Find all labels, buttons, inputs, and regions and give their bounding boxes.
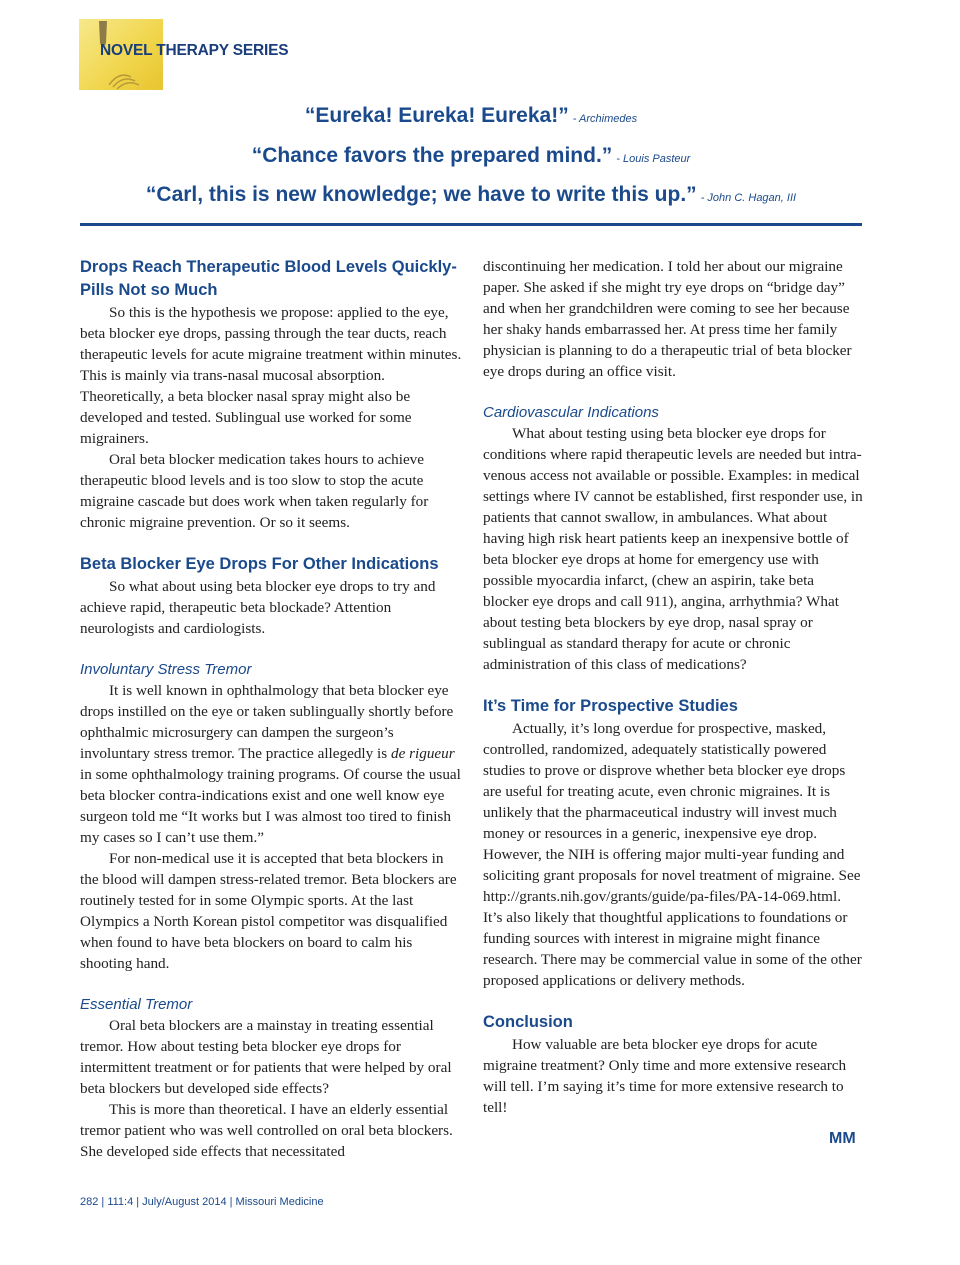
paragraph: So this is the hypothesis we propose: applied to the eye, beta blocker eye drops, passing through the tear ducts, reach therapeutic levels for acute migraine treatment within minutes. This is mainly via trans-nasal mucosal absorption. Theoretically, a beta blocker nasal spray might also be developed and tested. Sublingual use worked for some migrainers. [80,304,462,447]
paragraph: Oral beta blocker medication takes hours to achieve therapeutic blood levels and is too slow to stop the acute migraine cascade but does work when taken regularly for chronic migraine prevention. Or so it seems. [80,451,429,531]
quote-text: “Eureka! Eureka! Eureka!” [304,104,569,127]
paragraph: Actually, it’s long overdue for prospective, masked, controlled, randomized, adequately statistically powered studies to prove or disprove whether beta blocker eye drops are useful for treating acute, even chronic migraines. It is unlikely that the pharmaceutical industry will invest much money or resources in a generic, inexpensive eye drop. However, the NIH is offering major multi-year funding and soliciting grant proposals for novel treatment of migraine. See http://grants.nih.gov/grants/guide/pa-files/PA-14-069.html. It’s also likely that thoughtful applications to foundations or funding sources with interest in migraine might finance research. There may be commercial value in some of the other proposed applications or delivery methods. [483,720,862,989]
heading-conclusion: Conclusion [483,1013,573,1031]
right-column [483,256,863,1118]
quote-archimedes [80,100,862,140]
series-title: NOVEL THERAPY SERIES [100,42,289,59]
quote-pasteur [80,140,862,180]
paragraph: So what about using beta blocker eye drops to try and achieve rapid, therapeutic beta blockade? Attention neurologists and cardiologists. [80,578,436,637]
italic-term: de rigueur [390,745,455,762]
heading-beta-blocker: Beta Blocker Eye Drops For Other Indications [80,555,439,573]
text-run: in some ophthalmology training programs. Of course the usual beta blocker contra-indications exist and one well know eye surgeon told me “It works but I was almost too tired to finish my cases so I can’t use them.” [80,766,461,846]
end-mark: MM [829,1130,856,1147]
paragraph: discontinuing her medication. I told her about our migraine paper. She asked if she might try eye drops on “bridge day” and when her grandchildren were coming to see her because her shaky hands embarrassed her. At press time her family physician is planning to do a therapeutic trial of beta blocker eye drops during an office visit. [483,258,852,380]
quote-attribution: - John C. Hagan, III [700,192,797,204]
page-footer: 282 | 111:4 | July/August 2014 | Missouri Medicine [80,1196,324,1208]
header-divider [80,223,862,226]
paragraph: What about testing using beta blocker eye drops for conditions where rapid therapeutic levels are needed but intra-venous access not available or possible. Examples: in medical settings where IV cannot be established, first responder use, in patients that cannot swallow, in ambulances. What about having high risk heart patients keep an inexpensive bottle of beta blocker eye drops at home for emergency use with possible myocardia infarct, (chew an aspirin, take beta blocker eye drops and call 911), angina, arrhythmia? What about testing beta blockers by eye drop, nasal spray or sublingual as standard therapy for acute or chronic administration of this class of medications? [483,425,863,673]
paragraph [80,680,462,848]
paragraph: How valuable are beta blocker eye drops for acute migraine treatment? Only time and more extensive research will tell. I’m saying it’s time for more extensive research to tell! [483,1036,847,1116]
left-column [80,256,462,1162]
heading-involuntary-tremor: Involuntary Stress Tremor [80,661,252,678]
epigraph-quotes [80,100,862,219]
paragraph: This is more than theoretical. I have an elderly essential tremor patient who was well controlled on oral beta blockers. She developed side effects that necessitated [80,1101,453,1160]
quote-text: “Chance favors the prepared mind.” [251,143,613,167]
quote-attribution: - Louis Pasteur [616,152,691,165]
heading-drops: Drops Reach Therapeutic Blood Levels Quickly-Pills Not so Much [80,258,457,299]
heading-prospective-studies: It’s Time for Prospective Studies [483,697,738,715]
paragraph: Oral beta blockers are a mainstay in treating essential tremor. How about testing beta blocker eye drops for intermittent treatment or for patients that were helped by oral beta blockers but developed side effects? [80,1017,452,1097]
heading-cardiovascular: Cardiovascular Indications [483,404,659,421]
quote-text: “Carl, this is new knowledge; we have to write this up.” [145,183,697,206]
quote-hagan [80,179,862,219]
heading-essential-tremor: Essential Tremor [80,996,193,1013]
paragraph: For non-medical use it is accepted that beta blockers in the blood will dampen stress-related tremor. Beta blockers are routinely tested for in some Olympic sports. At the last Olympics a North Korean pistol competitor was disqualified when found to have beta blockers on board to calm his shooting hand. [80,850,457,972]
text-run: It is well known in ophthalmology that beta blocker eye drops instilled on the eye or taken sublingually shortly before ophthalmic microsurgery can dampen the surgeon’s involuntary stress tremor. The practice allegedly is [80,682,454,762]
quote-attribution: - Archimedes [572,113,638,125]
